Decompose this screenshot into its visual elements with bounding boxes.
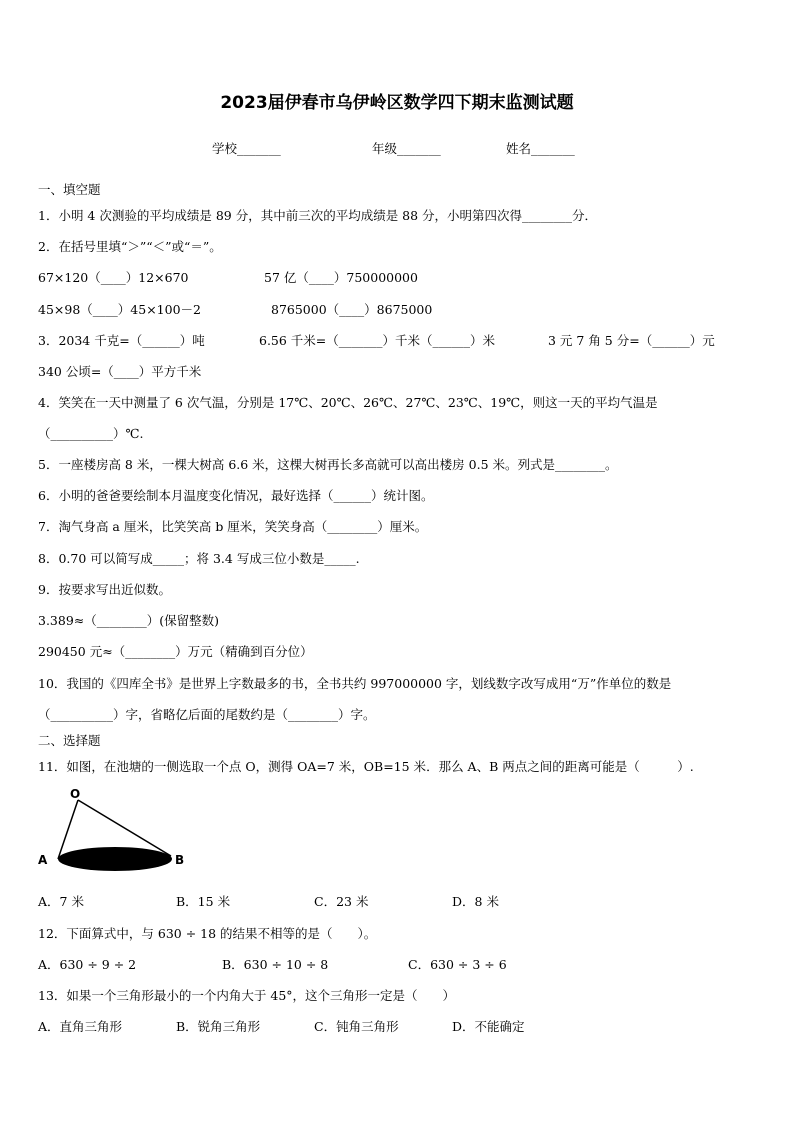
question-2b: 57 亿（____）750000000: [264, 270, 418, 285]
question-9-stem: 9．按要求写出近似数。: [38, 582, 171, 597]
q12-option-b[interactable]: B．630 ÷ 10 ÷ 8: [222, 957, 329, 972]
question-3b: 6.56 千米=（_______）千米（______）米: [259, 333, 496, 348]
question-10-line2: （__________）字，省略亿后面的尾数约是（________）字。: [38, 707, 376, 722]
q13-option-a[interactable]: A．直角三角形: [38, 1019, 123, 1034]
exam-title: 2023届伊春市乌伊岭区数学四下期末监测试题: [220, 93, 574, 113]
question-5: 5．一座楼房高 8 米，一棵大树高 6.6 米，这棵大树再长多高就可以高出楼房 0.5 米。列式是________。: [38, 457, 618, 472]
q11-option-b[interactable]: B．15 米: [176, 894, 231, 909]
label-o: O: [70, 787, 81, 801]
q11-option-a[interactable]: A．7 米: [38, 894, 84, 909]
question-13-stem: 13．如果一个三角形最小的一个内角大于 45°，这个三角形一定是（ ）: [38, 988, 456, 1003]
question-3c: 3 元 7 角 5 分=（______）元: [548, 333, 715, 348]
question-4-line1: 4．笑笑在一天中测量了 6 次气温，分别是 17℃、20℃、26℃、27℃、23℃、19℃，则这一天的平均气温是: [38, 395, 658, 410]
section-fill-blank: 一、填空题: [38, 182, 101, 197]
school-field: 学校_______: [212, 141, 281, 156]
q12-option-c[interactable]: C．630 ÷ 3 ÷ 6: [408, 957, 507, 972]
question-9a: 3.389≈（________）(保留整数): [38, 613, 220, 628]
q13-option-d[interactable]: D．不能确定: [452, 1019, 525, 1034]
question-2a: 67×120（____）12×670: [38, 270, 189, 285]
question-6: 6．小明的爸爸要绘制本月温度变化情况，最好选择（______）统计图。: [38, 488, 434, 503]
question-3d: 340 公顷=（____）平方千米: [38, 364, 202, 379]
question-11-stem: 11．如图，在池塘的一侧选取一个点 O，测得 OA=7 米，OB=15 米．那么 A、B 两点之间的距离可能是（ ）.: [38, 759, 694, 774]
question-12-stem: 12．下面算式中，与 630 ÷ 18 的结果不相等的是（ ）。: [38, 926, 377, 941]
pond-figure: [34, 785, 194, 880]
q12-option-a[interactable]: A．630 ÷ 9 ÷ 2: [38, 957, 137, 972]
question-2-stem: 2．在括号里填“＞”“＜”或“＝”。: [38, 239, 222, 254]
question-1: 1．小明 4 次测验的平均成绩是 89 分，其中前三次的平均成绩是 88 分，小明第四次得________分．: [38, 208, 598, 223]
grade-field: 年级_______: [372, 141, 441, 156]
label-b: B: [175, 853, 185, 867]
pond-shape: [58, 847, 172, 871]
question-2d: 8765000（____）8675000: [271, 302, 433, 317]
segment-oa: [58, 800, 78, 859]
q11-option-c[interactable]: C．23 米: [314, 894, 369, 909]
section-multiple-choice: 二、选择题: [38, 733, 101, 748]
q11-option-d[interactable]: D．8 米: [452, 894, 499, 909]
q13-option-c[interactable]: C．钝角三角形: [314, 1019, 399, 1034]
question-2c: 45×98（____）45×100－2: [38, 302, 201, 317]
q13-option-b[interactable]: B．锐角三角形: [176, 1019, 261, 1034]
name-field: 姓名_______: [506, 141, 575, 156]
question-7: 7．淘气身高 a 厘米，比笑笑高 b 厘米，笑笑身高（________）厘米。: [38, 519, 428, 534]
question-8: 8．0.70 可以简写成_____；将 3.4 写成三位小数是_____.: [38, 551, 360, 566]
question-10-line1: 10．我国的《四库全书》是世界上字数最多的书，全书共约 997000000 字，划线数字改写成用“万”作单位的数是: [38, 676, 672, 691]
question-3a: 3．2034 千克=（______）吨: [38, 333, 205, 348]
question-4-line2: （__________）℃.: [38, 426, 144, 441]
question-9b: 290450 元≈（________）万元（精确到百分位）: [38, 644, 313, 659]
label-a: A: [38, 853, 48, 867]
